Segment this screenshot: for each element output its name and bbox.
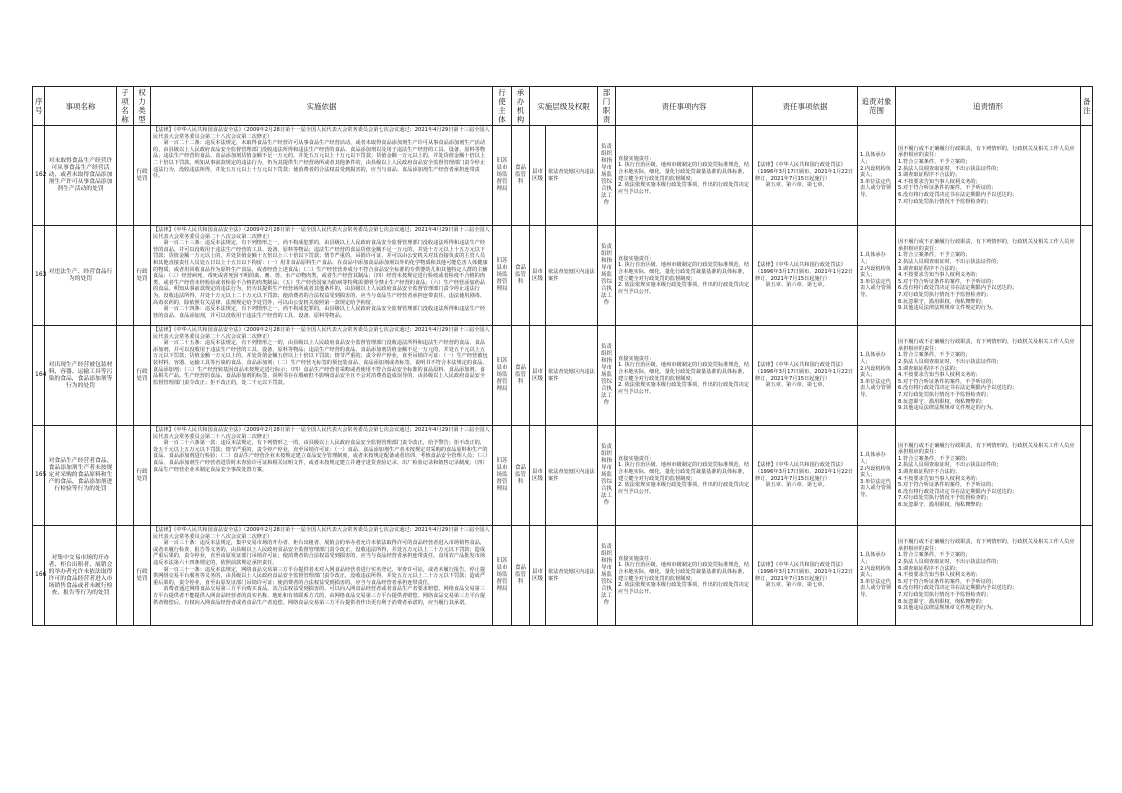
header-cell: 子项名称 xyxy=(117,87,134,126)
sub-item xyxy=(117,526,134,626)
exercising-subject: 旧苏县市场监督管理局 xyxy=(493,426,512,526)
header-cell: 备注 xyxy=(1081,87,1093,126)
header-cell: 追责情形 xyxy=(896,87,1081,126)
responsibility-basis: 【法律】《中华人民共和国行政处罚法》（1996年3月17日颁布，2021年1月22日修订，2021年7月15日起施行） 第五章、第六章、第七章。 xyxy=(753,126,858,226)
accountability-targets: 1.具体承办人； 2.内设机构负责人； 3.单位法定代表人或分管领导。 xyxy=(858,526,896,626)
header-cell: 行使主体 xyxy=(493,87,512,126)
implementation-level: 县市区级 xyxy=(530,426,546,526)
accountability-targets: 1.具体承办人； 2.内设机构负责人； 3.单位法定代表人或分管领导。 xyxy=(858,426,896,526)
legal-basis: 【法律】《中华人民共和国食品安全法》（2009年2月28日第十一届全国人民代表大会常务委员会第七次会议通过；2021年4月29日第十三届全国人民代表大会常务委员会第二十八次会议第二次修正） 第一百三十条：违反本法规定，集中交易市场的开办者、柜台出租者、展销会的举办者允许未依法取得许可的食品经营者进入市场销售食品，或者未履行检查、报告等义务的，由县级以上人民政府食品安全监督管理部门责令改正，没收违法所得，并处五万元以上二十万元以下罚款；造成严重后果的，责令停业，直至由原发证部门吊销许可证；使消费者的合法权益受到损害的，应当与食品经营者承担连带责任。食用农产品批发市场违反本法第六十四条规定的，依照前款规定承担责任。 第一百三十一条：违反本法规定，网络食品交易第三方平台提供者未对入网食品经营者进行实名登记、审查许可证，或者未履行报告、停止提供网络交易平台服务等义务的，由县级以上人民政府食品安全监督管理部门责令改正，没收违法所得，并处五万元以上二十万元以下罚款；造成严重后果的，责令停业，直至由原发证部门吊销许可证；使消费者的合法权益受到损害的，应当与食品经营者承担连带责任。 消费者通过网络食品交易第三方平台购买食品，其合法权益受到损害的，可以向入网食品经营者或者食品生产者要求赔偿。网络食品交易第三方平台提供者不能提供入网食品经营者的真实名称、地址和有效联系方式的，由网络食品交易第三方平台提供者赔偿。网络食品交易第三方平台提供者赔偿后，有权向入网食品经营者或者食品生产者追偿。网络食品交易第三方平台提供者作出更有利于消费者承诺的，应当履行其承诺。 xyxy=(151,526,493,626)
accountability-cases: 因不履行或不正确履行行政职责，有下列情形的，行政机关及相关工作人员应承担相应的责任： 1.符合立案条件，不予立案的； 2.执法人员调查取证时，不出示执法证件的； 3.调查取证程序不合法的； 4.不按要求告知当事人权利义务的； 5.对于符合听证条件的案件，不予听证的； 6.没有将行政处罚决定书在法定期限内予以送达的； 7.对行政处罚执行情况不予监督检查的； 8.玩忽职守、滥用职权、徇私舞弊的； 9.其他违反法律法规规章文件规定的行为。 xyxy=(896,526,1081,626)
accountability-cases: 因不履行或不正确履行行政职责，有下列情形的，行政机关及相关工作人员应承担相应的责任： 1.符合立案条件，不予立案的； 2.执法人员调查取证时，不出示执法证件的； 3.调查取证程序不合法的； 4.不按要求告知当事人权利义务的； 5.对于符合听证条件的案件，不予听证的； 6.没有将行政处罚决定书在法定期限内予以送达的； 7.对行政处罚执行情况不予监督检查的； 8.玩忽职守、滥用职权、徇私舞弊的； xyxy=(896,426,1081,526)
responsibility-basis: 【法律】《中华人民共和国行政处罚法》（1996年3月17日颁布，2021年1月22日修订，2021年7月15日起施行） 第五章、第六章、第七章。 xyxy=(753,326,858,426)
power-list-page xyxy=(32,86,1092,626)
power-type: 行政处罚 xyxy=(134,226,151,326)
table-row xyxy=(33,126,1093,226)
header-cell: 追责对象范围 xyxy=(858,87,896,126)
header-cell: 责任事项依据 xyxy=(753,87,858,126)
dept-duty: 负责组织和指导市场监管综合执法工作 xyxy=(598,326,616,426)
sub-item xyxy=(117,226,134,326)
handling-org: 食品监管科 xyxy=(512,226,530,326)
item-name: 对未取得食品生产经营许可从事食品生产经营活动，或者未取得食品添加剂生产许可从事食品添加剂生产活动的处罚 xyxy=(45,126,117,226)
accountability-cases: 因不履行或不正确履行行政职责，有下列情形的，行政机关及相关工作人员应承担相应的责任： 1.符合立案条件，不予立案的； 2.执法人员调查取证时，不出示执法证件的； 3.调查取证程序不合法的； 4.不按要求告知当事人权利义务的； 5.对于符合听证条件的案件，不予听证的； 6.没有将行政处罚决定书在法定期限内予以送达的； 7.对行政处罚执行情况不予监督检查的； xyxy=(896,126,1081,226)
table-row xyxy=(33,326,1093,426)
header-cell: 责任事项内容 xyxy=(616,87,753,126)
row-number: 166 xyxy=(33,526,45,626)
table-row xyxy=(33,226,1093,326)
exercising-subject: 旧苏县市场监督管理局 xyxy=(493,126,512,226)
remarks xyxy=(1081,226,1093,326)
row-number: 164 xyxy=(33,326,45,426)
responsibility-content: 直接实施责任： 1. 执行自治区级、地州市级制定的行政处罚标准规范，结合本地实际，细化、量化行政处罚裁量基准的具体标准，建立健全对行政处罚的监督制度； 2. 依法依规实施本级行政处罚事项，作出的行政处罚决定应当予以公开。 xyxy=(616,426,753,526)
row-number: 163 xyxy=(33,226,45,326)
accountability-targets: 1.具体承办人； 2.内设机构负责人； 3.单位法定代表人或分管领导。 xyxy=(858,226,896,326)
handling-org: 食品监管科 xyxy=(512,426,530,526)
dept-duty: 负责组织和指导市场监管综合执法工作 xyxy=(598,126,616,226)
responsibility-basis: 【法律】《中华人民共和国行政处罚法》（1996年3月17日颁布，2021年1月22日修订，2021年7月15日起施行） 第五章、第六章、第七章。 xyxy=(753,526,858,626)
remarks xyxy=(1081,326,1093,426)
exercising-subject: 旧苏县市场监督管理局 xyxy=(493,526,512,626)
responsibility-basis: 【法律】《中华人民共和国行政处罚法》（1996年3月17日颁布，2021年1月22日修订，2021年7月15日起施行） 第五章、第六章、第七章。 xyxy=(753,226,858,326)
header-cell: 权力类型 xyxy=(134,87,151,126)
power-type: 行政处罚 xyxy=(134,426,151,526)
legal-basis: 【法律】《中华人民共和国食品安全法》（2009年2月28日第十一届全国人民代表大会常务委员会第七次会议通过；2021年4月29日第十三届全国人民代表大会常务委员会第二十八次会议第二次修正） 第一百二十五条：违反本法规定，有下列情形之一的，由县级以上人民政府食品安全监督管理部门没收违法所得和违法生产经营的食品、食品添加剂，并可以没收用于违法生产经营的工具、设备、原料等物品；违法生产经营的食品、食品添加剂货值金额不足一万元的，并处五千元以上五万元以下罚款；货值金额一万元以上的，并处货值金额五倍以上十倍以下罚款；情节严重的，责令停产停业，直至吊销许可证：（一）生产经营被包装材料、容器、运输工具等污染的食品、食品添加剂；（二）生产经营无标签的预包装食品、食品添加剂或者标签、说明书不符合本法规定的食品、食品添加剂；（三）生产经营转基因食品未按规定进行标示；（四）食品生产经营者采购或者使用不符合食品安全标准的食品原料、食品添加剂、食品相关产品。生产经营的食品、食品添加剂的标签、说明书存在瑕疵但不影响食品安全且不会对消费者造成误导的，由县级以上人民政府食品安全监督管理部门责令改正；拒不改正的，处二千元以下罚款。 xyxy=(151,326,493,426)
accountability-targets: 1.具体承办人； 2.内设机构负责人； 3.单位法定代表人或分管领导。 xyxy=(858,126,896,226)
power-type: 行政处罚 xyxy=(134,526,151,626)
accountability-cases: 因不履行或不正确履行行政职责，有下列情形的，行政机关及相关工作人员应承担相应的责任： 1.符合立案条件，不予立案的； 2.执法人员调查取证时，不出示执法证件的； 3.调查取证程序不合法的； 4.不按要求告知当事人权利义务的； 5.对于符合听证条件的案件，不予听证的； 6.没有将行政处罚决定书在法定期限内予以送达的； 7.对行政处罚执行情况不予监督检查的； 8.玩忽职守、滥用职权、徇私舞弊的； 9.其他违反法律法规规章文件规定的行为。 xyxy=(896,226,1081,326)
authority-scope: 依法查处辖区内违法案件 xyxy=(546,426,598,526)
item-name: 对出现生产经营被包装材料、容器、运输工具等污染的食品，食品添加剂等行为的处罚 xyxy=(45,326,117,426)
item-name: 对集中交易市场的开办者、柜台出租者、展销会的举办者允许未依法取得许可的食品经营者进入市场销售食品或者未履行检查、报告等行为的处罚 xyxy=(45,526,117,626)
sub-item xyxy=(117,426,134,526)
dept-duty: 负责组织和指导市场监管综合执法工作 xyxy=(598,226,616,326)
table-row xyxy=(33,526,1093,626)
remarks xyxy=(1081,126,1093,226)
implementation-level: 县市区级 xyxy=(530,126,546,226)
responsibility-content: 直接实施责任： 1. 执行自治区级、地州市级制定的行政处罚标准规范，结合本地实际，细化、量化行政处罚裁量基准的具体标准，建立健全对行政处罚的监督制度； 2. 依法依规实施本级行政处罚事项，作出的行政处罚决定应当予以公开。 xyxy=(616,226,753,326)
header-cell: 承办机构 xyxy=(512,87,530,126)
header-cell: 部门职责 xyxy=(598,87,616,126)
header-cell: 实施层级及权限 xyxy=(530,87,598,126)
table-row xyxy=(33,426,1093,526)
header-row xyxy=(33,87,1093,126)
legal-basis: 【法律】《中华人民共和国食品安全法》（2009年2月28日第十一届全国人民代表大会常务委员会第七次会议通过；2021年4月29日第十三届全国人民代表大会常务委员会第二十八次会议第二次修正） 第一百二十二条：违反本法规定，未取得食品生产经营许可从事食品生产经营活动，或者未取得食品添加剂生产许可从事食品添加剂生产活动的，由县级以上人民政府食品安全监督管理部门没收违法所得和违法生产经营的食品、食品添加剂以及用于违法生产经营的工具、设备、原料等物品；违法生产经营的食品、食品添加剂货值金额不足一万元的，并处五万元以上十万元以下罚款；货值金额一万元以上的，并处货值金额十倍以上二十倍以下罚款。明知从事前款规定的违法行为，仍为其提供生产经营场所或者其他条件的，由县级以上人民政府食品安全监督管理部门责令停止违法行为，没收违法所得，并处五万元以上十万元以下罚款；使消费者的合法权益受到损害的，应当与食品、食品添加剂生产经营者承担连带责任。 xyxy=(151,126,493,226)
item-name: 对违法生产、经营食品行为的处罚 xyxy=(45,226,117,326)
implementation-level: 县市区级 xyxy=(530,226,546,326)
dept-duty: 负责组织和指导市场监管综合执法工作 xyxy=(598,526,616,626)
handling-org: 食品监管科 xyxy=(512,526,530,626)
legal-basis: 【法律】《中华人民共和国食品安全法》（2009年2月28日第十一届全国人民代表大会常务委员会第七次会议通过；2021年4月29日第十三届全国人民代表大会常务委员会第二十八次会议第二次修正） 第一百二十三条：违反本法规定，有下列情形之一，尚不构成犯罪的，由县级以上人民政府食品安全监督管理部门没收违法所得和违法生产经营的食品，并可以没收用于违法生产经营的工具、设备、原料等物品；违法生产经营的食品货值金额不足一万元的，并处十万元以上十五万元以下罚款；货值金额一万元以上的，并处货值金额十五倍以上三十倍以下罚款；情节严重的，吊销许可证，并可以由公安机关对其直接负责的主管人员和其他直接责任人员处五日以上十五日以下拘留：（一）用非食品原料生产食品、在食品中添加食品添加剂以外的化学物质和其他可能危害人体健康的物质，或者用回收食品作为原料生产食品，或者经营上述食品；（二）生产经营营养成分不符合食品安全标准的专供婴幼儿和其他特定人群的主辅食品；（三）经营病死、毒死或者死因不明的禽、畜、兽、水产动物肉类，或者生产经营其制品；（四）经营未按规定进行检疫或者检疫不合格的肉类，或者生产经营未经检验或者检验不合格的肉类制品；（五）生产经营国家为防病等特殊需要明令禁止生产经营的食品；（六）生产经营添加药品的食品。明知从事前款规定的违法行为，仍为其提供生产经营场所或者其他条件的，由县级以上人民政府食品安全监督管理部门责令停止违法行为，没收违法所得，并处十万元以上二十万元以下罚款；使消费者的合法权益受到损害的，应当与食品生产经营者承担连带责任。违法使用剧毒、高毒农药的，除依照有关法律、法规规定给予处罚外，可以由公安机关依照第一款规定给予拘留。 第一百二十四条：违反本法规定，有下列情形之一，尚不构成犯罪的，由县级以上人民政府食品安全监督管理部门没收违法所得和违法生产经营的食品、食品添加剂，并可以没收用于违法生产经营的工具、设备、原料等物品。 xyxy=(151,226,493,326)
authority-scope: 依法查处辖区内违法案件 xyxy=(546,126,598,226)
authority-scope: 依法查处辖区内违法案件 xyxy=(546,326,598,426)
authority-scope: 依法查处辖区内违法案件 xyxy=(546,526,598,626)
responsibility-content: 直接实施责任： 1. 执行自治区级、地州市级制定的行政处罚标准规范，结合本地实际，细化、量化行政处罚裁量基准的具体标准，建立健全对行政处罚的监督制度； 2. 依法依规实施本级行政处罚事项，作出的行政处罚决定应当予以公开。 xyxy=(616,326,753,426)
power-type: 行政处罚 xyxy=(134,326,151,426)
header-cell: 实施依据 xyxy=(151,87,493,126)
accountability-cases: 因不履行或不正确履行行政职责，有下列情形的，行政机关及相关工作人员应承担相应的责任： 1.符合立案条件，不予立案的； 2.执法人员调查取证时，不出示执法证件的； 3.调查取证程序不合法的； 4.不按要求告知当事人权利义务的； 5.对于符合听证条件的案件，不予听证的； 6.没有将行政处罚决定书在法定期限内予以送达的； 7.对行政处罚执行情况不予监督检查的； 8.玩忽职守、滥用职权、徇私舞弊的； 9.其他违反法律法规规章文件规定的行为。 xyxy=(896,326,1081,426)
header-cell: 事项名称 xyxy=(45,87,117,126)
exercising-subject: 旧苏县市场监督管理局 xyxy=(493,226,512,326)
authority-scope: 依法查处辖区内违法案件 xyxy=(546,226,598,326)
implementation-level: 县市区级 xyxy=(530,326,546,426)
item-name: 对食品生产经营者食品、食品添加剂生产者未按规定对采购的食品原料和生产的食品、食品添加剂进行检验等行为的处罚 xyxy=(45,426,117,526)
header-cell: 序号 xyxy=(33,87,45,126)
implementation-level: 县市区级 xyxy=(530,526,546,626)
power-list-table xyxy=(32,86,1093,626)
accountability-targets: 1.具体承办人； 2.内设机构负责人； 3.单位法定代表人或分管领导。 xyxy=(858,326,896,426)
row-number: 162 xyxy=(33,126,45,226)
sub-item xyxy=(117,326,134,426)
sub-item xyxy=(117,126,134,226)
handling-org: 食品监管科 xyxy=(512,126,530,226)
responsibility-content: 直接实施责任： 1. 执行自治区级、地州市级制定的行政处罚标准规范，结合本地实际，细化、量化行政处罚裁量基准的具体标准，建立健全对行政处罚的监督制度； 2. 依法依规实施本级行政处罚事项，作出的行政处罚决定应当予以公开。 xyxy=(616,126,753,226)
power-type: 行政处罚 xyxy=(134,126,151,226)
dept-duty: 负责组织和指导市场监管综合执法工作 xyxy=(598,426,616,526)
responsibility-content: 直接实施责任： 1. 执行自治区级、地州市级制定的行政处罚标准规范，结合本地实际，细化、量化行政处罚裁量基准的具体标准，建立健全对行政处罚的监督制度； 2. 依法依规实施本级行政处罚事项，作出的行政处罚决定应当予以公开。 xyxy=(616,526,753,626)
remarks xyxy=(1081,426,1093,526)
handling-org: 食品监管科 xyxy=(512,326,530,426)
row-number: 165 xyxy=(33,426,45,526)
legal-basis: 【法律】《中华人民共和国食品安全法》（2009年2月28日第十一届全国人民代表大会常务委员会第七次会议通过；2021年4月29日第十三届全国人民代表大会常务委员会第二十八次会议第二次修正） 第一百二十六条第一款：违反本法规定，有下列情形之一的，由县级以上人民政府食品安全监督管理部门责令改正，给予警告；拒不改正的，处五千元以上五万元以下罚款；情节严重的，责令停产停业，直至吊销许可证：（一）食品、食品添加剂生产者未按规定对采购的食品原料和生产的食品、食品添加剂进行检验；（二）食品生产经营企业未按规定建立食品安全管理制度，或者未按规定配备或者培训、考核食品安全管理人员；（三）食品、食品添加剂生产经营者进货时未查验许可证和相关证明文件，或者未按规定建立并遵守进货查验记录、出厂检验记录和销售记录制度；（四）食品生产经营企业未制定食品安全事故处置方案。 xyxy=(151,426,493,526)
responsibility-basis: 【法律】《中华人民共和国行政处罚法》（1996年3月17日颁布，2021年1月22日修订，2021年7月15日起施行） 第五章、第六章、第七章。 xyxy=(753,426,858,526)
remarks xyxy=(1081,526,1093,626)
exercising-subject: 旧苏县市场监督管理局 xyxy=(493,326,512,426)
